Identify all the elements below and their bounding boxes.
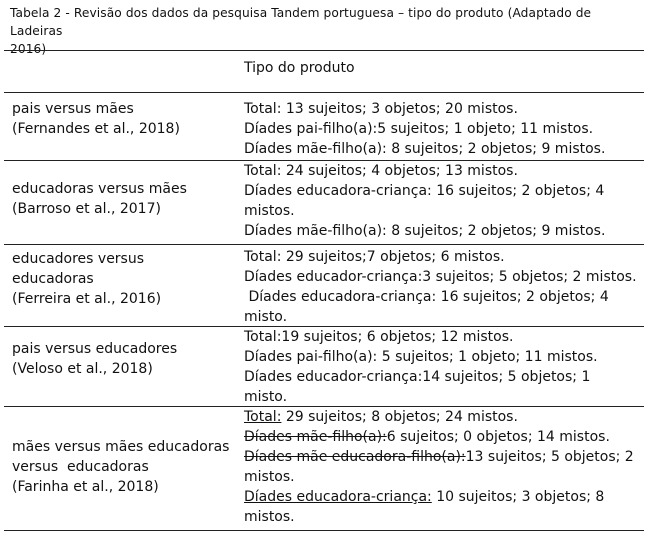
product-type-table [4,50,644,531]
table-row [4,407,644,531]
dyad-educator-label: Díades educadora-criança: [244,489,432,505]
caption-line-1: Tabela 2 - Revisão dos dados da pesquisa Tandem portuguesa – tipo do produto (Adaptado de Ladeiras [10,6,592,38]
dyad-mother-label: Díades mãe-filho(a): [244,429,387,445]
row-5-group: mães versus mães educadoras versus educadoras (Farinha et al., 2018) [12,439,230,495]
row-1-products: Total: 13 sujeitos; 3 objetos; 20 mistos. Díades pai-filho(a):5 sujeitos; 1 objeto; 11 mistos. Díades mãe-filho(a): 8 sujeitos; 2 objetos; 9 mistos. [244,101,606,157]
dyad-mother-educator-label: Díades mãe educadora-filho(a): [244,449,466,465]
caption-line-2: 2016) [10,42,47,56]
row-2-group: educadoras versus mães (Barroso et al., 2017) [12,181,187,217]
row-3-products: Total: 29 sujeitos;7 objetos; 6 mistos. Díades educador-criança:3 sujeitos; 5 objetos; 2 mistos. Díades educadora-criança: 16 sujeitos; 2 objetos; 4 misto. [244,249,637,325]
row-3-group: educadores versus educadoras (Ferreira et al., 2016) [12,251,162,307]
row-1-group: pais versus mães (Fernandes et al., 2018) [12,101,180,137]
table-header-row [4,51,644,93]
row-4-group: pais versus educadores (Veloso et al., 2018) [12,341,178,377]
row-4-products: Total:19 sujeitos; 6 objetos; 12 mistos. Díades pai-filho(a): 5 sujeitos; 1 objeto; 11 mistos. Díades educador-criança:14 sujeitos; 5 objetos; 1 misto. [244,329,598,405]
table-row [4,327,644,407]
table-row [4,161,644,245]
header-product-type: Tipo do produto [244,60,355,76]
row-5-products: Total: 29 sujeitos; 8 objetos; 24 mistos. Díades mãe-filho(a):6 sujeitos; 0 objetos; 14 mistos. Díades mãe educadora-filho(a):13 sujeitos; 5 objetos; 2 mistos. Díades educadora-criança: 10 sujeitos; 3 objetos; 8 mistos. [244,409,634,525]
total-label: Total: [244,409,282,425]
row-2-products: Total: 24 sujeitos; 4 objetos; 13 mistos. Díades educadora-criança: 16 sujeitos; 2 objetos; 4 mistos. Díades mãe-filho(a): 8 sujeitos; 2 objetos; 9 mistos. [244,163,606,239]
table-row [4,93,644,161]
table-row [4,245,644,327]
